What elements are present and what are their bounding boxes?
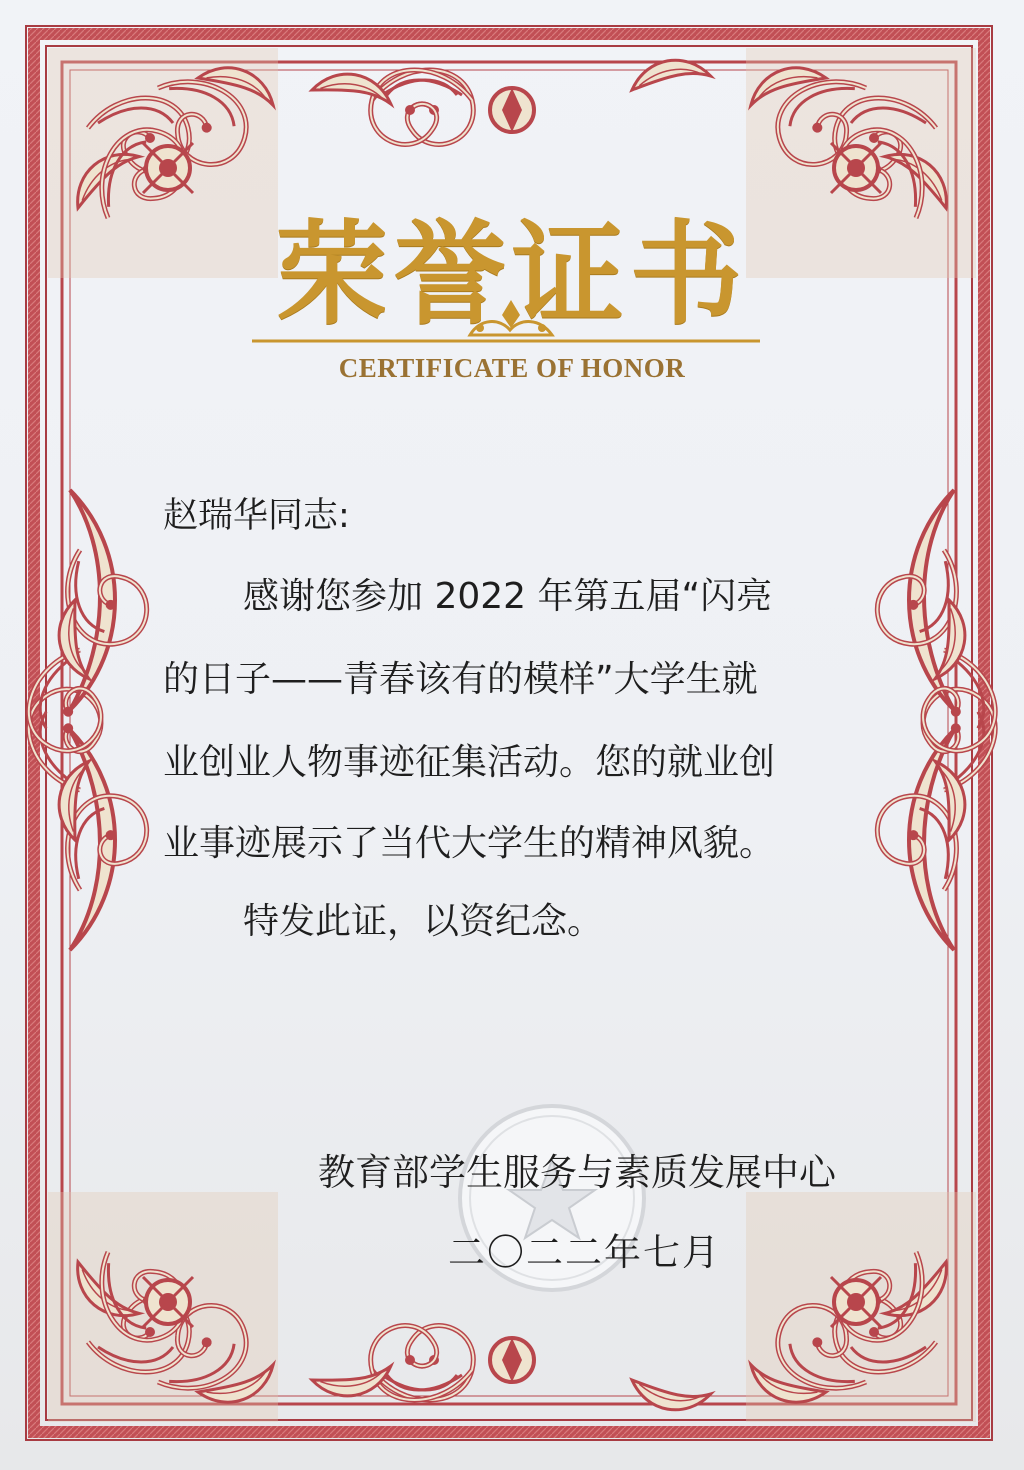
certificate-title: 荣誉证书 [276,209,748,340]
body-line-1: 感谢您参加 2022 年第五届“闪亮 [243,576,773,617]
recipient-salutation: 赵瑞华同志: [163,496,350,536]
closing-line: 特发此证，以资纪念。 [243,901,604,942]
issuing-organization: 教育部学生服务与素质发展中心 [318,1151,836,1194]
issue-date: 二〇二二年七月 [448,1231,721,1274]
body-line-2: 的日子——青春该有的模样”大学生就 [163,659,758,700]
certificate-title-english: CERTIFICATE OF HONOR [338,353,686,383]
body-line-3: 业创业人物事迹征集活动。您的就业创 [163,742,776,783]
body-line-4: 业事迹展示了当代大学生的精神风貌。 [163,823,776,864]
